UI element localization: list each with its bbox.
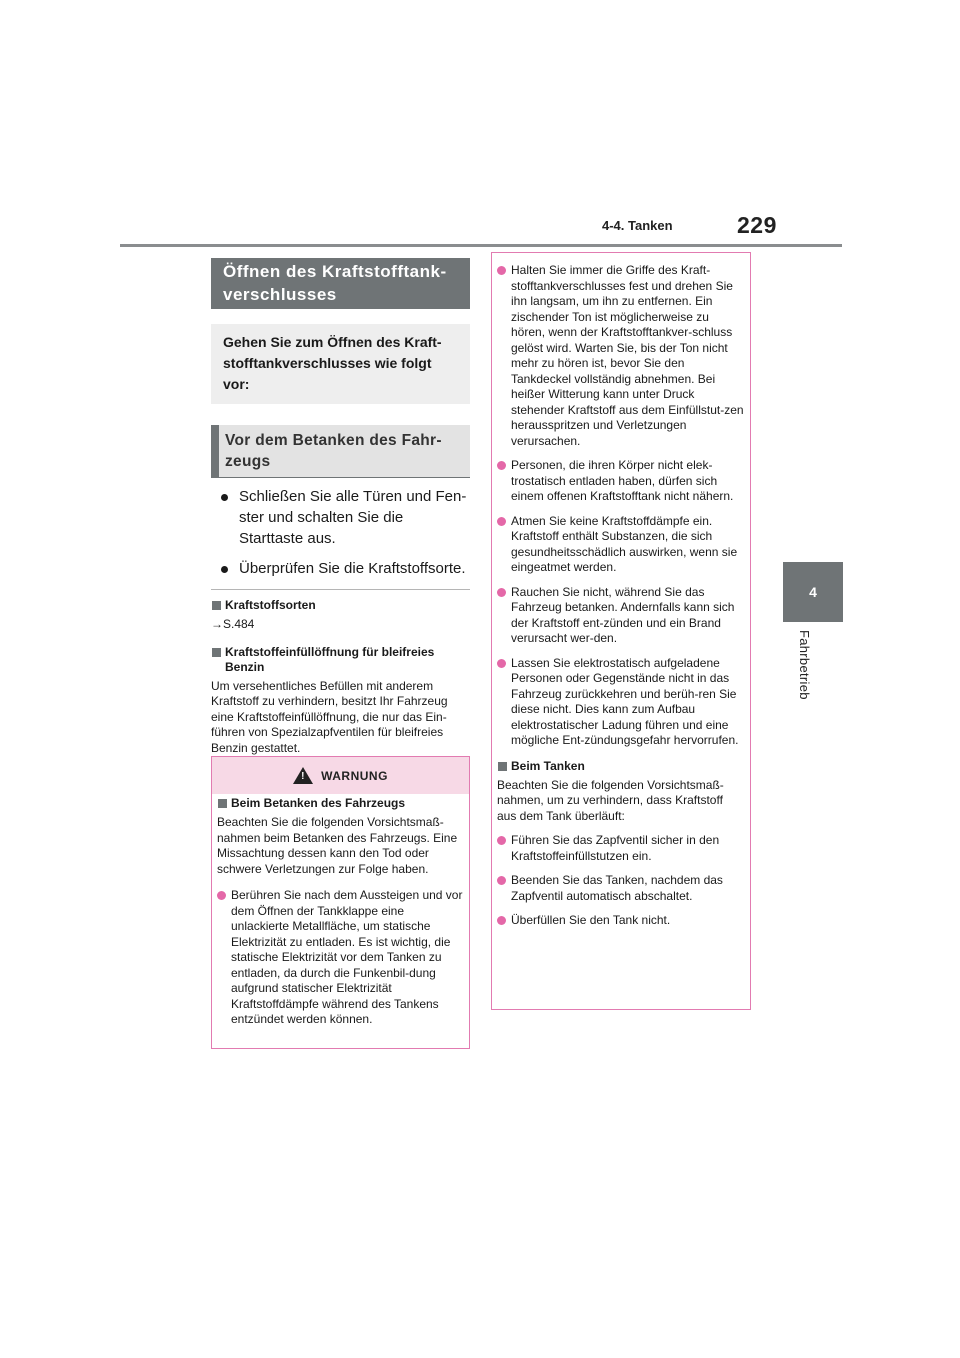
warning-item: Berühren Sie nach dem Aussteigen und vor dem Öffnen der Tankklappe eine unlackierte Metallfläche, um statische Elektrizität zu entladen. Es ist wichtig, die statische Elektrizität vor dem Tanken zu entladen, da durch die Funkenbil-dung aufgrund statischer Elektrizität Kraftstoffdämpfe während des Tankens entzündet werden können. [217,888,464,1028]
warning-icon: ! [293,767,313,784]
warning-label: WARNUNG [321,768,388,783]
warning-section-title: Beim Betanken des Fahrzeugs [217,796,464,811]
subsection-heading: Vor dem Betanken des Fahr-zeugs [211,425,470,477]
pink-bullet-icon [497,659,506,668]
warning-intro: Beachten Sie die folgenden Vorsichtsmaß-nahmen, um zu verhindern, dass Kraftstoff aus dem Tank überläuft: [497,777,724,823]
chapter-title: Fahrbetrieb [797,630,812,700]
section-label: 4-4. Tanken [602,218,673,233]
warning-item: Personen, die ihren Körper nicht elek-trostatisch entladen haben, dürfen sich einem offenen Kraftstofftank nicht nähern. [497,458,745,505]
left-column [211,258,470,756]
pink-bullet-icon [217,891,226,900]
pink-bullet-icon [497,266,506,275]
pink-bullet-icon [497,461,506,470]
warning-body [212,796,469,1028]
warning-body-continued [492,263,750,929]
warning-header [212,757,469,794]
section-heading: Öffnen des Kraftstofftank-verschlusses [211,258,470,309]
square-bullet-icon [498,762,507,771]
warning-item: Beenden Sie das Tanken, nachdem das Zapfventil automatisch abschaltet. [497,873,745,904]
warning-item: Atmen Sie keine Kraftstoffdämpfe ein. Kraftstoff enthält Substanzen, die sich gesundheitsschädlich auswirken, wenn sie eingeatmet werden. [497,514,745,576]
note-link[interactable]: →S.484 [211,617,255,631]
page-header [0,0,960,250]
subsection-rule [211,477,470,478]
warning-section-title: Beim Tanken [497,759,745,774]
warning-intro: Beachten Sie die folgenden Vorsichtsmaß-nahmen beim Betanken des Fahrzeugs. Eine Missachtung dessen kann den Tod oder schwere Verletzungen zur Folge haben. [217,815,458,876]
bullet-icon [221,494,228,501]
list-item: Überprüfen Sie die Kraftstoffsorte. [211,558,470,579]
square-bullet-icon [212,601,221,610]
square-bullet-icon [212,648,221,657]
warning-item: Überfüllen Sie den Tank nicht. [497,913,745,929]
note-text: Um versehentliches Befüllen mit anderem Kraftstoff zu verhindern, besitzt Ihr Fahrzeug eine Kraftstoffeinfüllöffnung, die nur das Ein-führen von Spezialzapfventilen für bleifreies Benzin gestattet. [211,678,448,755]
pink-bullet-icon [497,836,506,845]
warning-box-continued [491,252,751,1010]
bullet-list [211,486,470,579]
note-title: Kraftstoffeinfüllöffnung für bleifreies Benzin [211,645,470,675]
note-title: Kraftstoffsorten [211,598,470,613]
page-number: 229 [737,212,777,238]
warning-item: Führen Sie das Zapfventil sicher in den Kraftstoffeinfüllstutzen ein. [497,833,745,864]
chapter-tab[interactable]: 4 [783,562,843,622]
header-rule [120,244,842,247]
square-bullet-icon [218,799,227,808]
pink-bullet-icon [497,916,506,925]
pink-bullet-icon [497,588,506,597]
warning-box [211,756,470,1049]
pink-bullet-icon [497,517,506,526]
pink-bullet-icon [497,876,506,885]
intro-box: Gehen Sie zum Öffnen des Kraft-stofftankverschlusses wie folgt vor: [211,324,470,404]
warning-item: Rauchen Sie nicht, während Sie das Fahrzeug betanken. Andernfalls kann sich der Kraftstoff ent-zünden und ein Brand verursacht wer-den. [497,585,745,647]
bullet-icon [221,566,228,573]
warning-item: Lassen Sie elektrostatisch aufgeladene Personen oder Gegenstände nicht in das Fahrzeug zurückkehren und berüh-ren Sie diese nicht. Dies kann zum Aufbau elektrostatischer Ladung führen und eine mögliche Ent-zündungsgefahr hervorrufen. [497,656,745,749]
warning-item: Halten Sie immer die Griffe des Kraft-stofftankverschlusses fest und drehen Sie ihn langsam, um ihn zu entfernen. Ein zischender Ton ist möglicherweise zu hören, wenn der Kraftstofftankver-schluss gelöst wird. Warten Sie, bis der Ton nicht mehr zu hören ist, bevor Sie den Tankdeckel vollständig abnehmen. Bei heißer Witterung kann unter Druck stehender Kraftstoff aus dem Einfüllstut-zen herausspritzen und Verletzungen verursachen. [497,263,745,449]
divider [211,589,470,590]
list-item: Schließen Sie alle Türen und Fen-ster und schalten Sie die Starttaste aus. [211,486,470,549]
